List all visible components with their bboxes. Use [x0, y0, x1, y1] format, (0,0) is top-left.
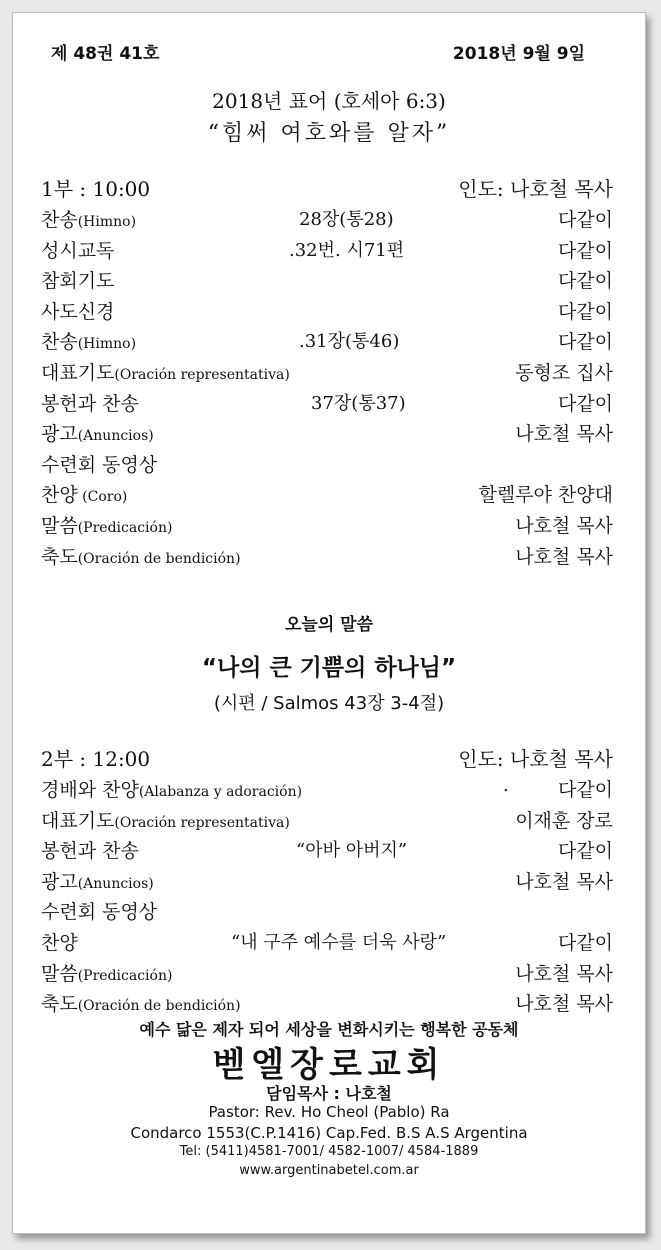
- senior-pastor-ko: 담임목사 : 나호철: [266, 1084, 392, 1103]
- order-item-korean: 광고: [41, 423, 78, 446]
- order-item-korean: 대표기도: [41, 362, 115, 384]
- order-item-leader: 다같이: [557, 932, 613, 954]
- sermon-label: 오늘의 말씀: [284, 615, 374, 635]
- order-item: [41, 236, 613, 266]
- order-item-korean: 대표기도: [41, 809, 115, 832]
- order-item-korean: 참회기도: [41, 270, 115, 293]
- order-item: [41, 989, 613, 1019]
- order-item-spanish: (Oración representativa): [114, 814, 290, 831]
- order-item-title: [41, 205, 136, 232]
- order-item-korean: 찬송: [41, 331, 78, 354]
- order-item-title: [41, 327, 136, 354]
- service1-title: 1부 : 10:00: [41, 177, 151, 201]
- sermon-reference: (시편 / Salmos 43장 3-4절): [213, 693, 445, 714]
- church-slogan: 예수 닮은 제자 되어 세상을 변화시키는 행복한 공동체: [139, 1020, 519, 1039]
- service2-title: 2부 : 12:00: [41, 747, 151, 771]
- sermon-title: “나의 큰 기쁨의 하나님”: [201, 655, 457, 681]
- order-item-detail: 28장(통28): [299, 209, 394, 230]
- order-item-title: [41, 989, 241, 1016]
- order-item-korean: 축도: [41, 993, 78, 1016]
- order-item-spanish: (Anuncios): [77, 428, 154, 445]
- order-item-leader: 나호철 목사: [515, 993, 613, 1016]
- order-item-title: [41, 358, 290, 385]
- church-website[interactable]: www.argentinabetel.com.ar: [239, 1163, 419, 1178]
- order-item-korean: 찬양: [41, 932, 78, 954]
- order-item-korean: 봉헌과 찬송: [41, 392, 139, 415]
- order-item-leader: 나호철 목사: [515, 515, 613, 537]
- order-item-spanish: (Oración de bendición): [77, 998, 241, 1015]
- order-item-leader: 다같이: [557, 270, 613, 293]
- service2-leader: 인도: 나호철 목사: [458, 747, 613, 771]
- order-item: [41, 959, 613, 989]
- order-item-korean: 찬양: [41, 484, 78, 507]
- order-item: [41, 511, 613, 541]
- order-item-korean: 축도: [41, 545, 78, 568]
- order-item-title: [41, 775, 302, 802]
- issue-number: 제 48권 41호: [51, 44, 160, 64]
- order-item-korean: 수련회 동영상: [41, 453, 158, 476]
- order-item-title: [41, 897, 157, 924]
- order-item-detail: “내 구주 예수를 더욱 사랑”: [231, 932, 447, 953]
- order-item-spanish: (Coro): [77, 489, 128, 506]
- order-item-title: [41, 236, 114, 263]
- order-item: [41, 358, 613, 388]
- order-item: [41, 867, 613, 897]
- order-item-title: [41, 389, 139, 416]
- order-item-leader: 이재훈 장로: [515, 809, 613, 832]
- order-item-korean: 광고: [41, 870, 78, 893]
- order-item-leader: 다같이: [557, 392, 613, 415]
- order-item-spanish: (Himno): [77, 214, 137, 230]
- order-item-korean: 찬송: [41, 209, 78, 231]
- order-item-korean: 수련회 동영상: [41, 901, 158, 924]
- order-item: [41, 327, 613, 357]
- order-item-leader: 다같이: [557, 209, 613, 231]
- order-item-title: [41, 806, 290, 833]
- church-phone: Tel: (5411)4581-7001/ 4582-1007/ 4584-1889: [179, 1144, 479, 1159]
- yearly-motto-quote: “힘써 여호와를 알자”: [207, 121, 451, 146]
- order-item-detail: “아바 아버지”: [296, 840, 408, 862]
- order-item-detail: .: [503, 775, 509, 796]
- order-item-title: [41, 511, 172, 538]
- order-item-spanish: (Oración representativa): [114, 367, 290, 383]
- order-item: [41, 897, 613, 927]
- order-item: [41, 389, 613, 419]
- order-item-title: [41, 480, 127, 507]
- order-item-title: [41, 419, 154, 446]
- order-item: [41, 806, 613, 836]
- order-item: [41, 928, 613, 958]
- order-item-title: [41, 928, 78, 955]
- order-item: [41, 480, 613, 510]
- order-item-title: [41, 266, 114, 293]
- senior-pastor-en: Pastor: Rev. Ho Cheol (Pablo) Ra: [208, 1103, 450, 1121]
- order-item-leader: 나호철 목사: [515, 870, 613, 893]
- order-item-spanish: (Predicación): [77, 967, 173, 984]
- order-item: [41, 542, 613, 572]
- order-item: [41, 450, 613, 480]
- service2-header: [41, 743, 613, 773]
- order-item-detail: .31장(통46): [299, 331, 400, 353]
- church-address: Condarco 1553(C.P.1416) Cap.Fed. B.S A.S Argentina: [130, 1124, 528, 1142]
- service1-leader: 인도: 나호철 목사: [458, 177, 613, 201]
- bulletin-date: 2018년 9월 9일: [452, 44, 585, 64]
- order-item: [41, 205, 613, 235]
- order-item-korean: 말씀: [41, 515, 78, 537]
- order-item-korean: 성시교독: [41, 239, 115, 262]
- order-item-detail: 37장(통37): [311, 392, 406, 414]
- order-item: [41, 775, 613, 805]
- order-item-title: [41, 297, 114, 324]
- order-item-leader: 다같이: [557, 840, 613, 863]
- order-item-title: [41, 867, 154, 894]
- order-item-title: [41, 542, 241, 569]
- order-item-leader: 할렐루야 찬양대: [478, 484, 613, 507]
- church-name: 벧엘장로교회: [212, 1045, 446, 1085]
- order-item-korean: 말씀: [41, 962, 78, 985]
- bulletin-page: [12, 12, 646, 1234]
- order-item-spanish: (Alabanza y adoración): [138, 784, 303, 800]
- order-item-korean: 사도신경: [41, 300, 115, 323]
- order-item: [41, 266, 613, 296]
- order-item: [41, 297, 613, 327]
- order-item-spanish: (Oración de bendición): [77, 550, 241, 567]
- order-item-title: [41, 450, 157, 477]
- yearly-motto-line: 2018년 표어 (호세아 6:3): [212, 89, 446, 113]
- order-item-leader: 나호철 목사: [515, 545, 613, 568]
- order-item-leader: 다같이: [557, 300, 613, 323]
- service1-header: [41, 173, 613, 203]
- order-item-spanish: (Predicación): [77, 520, 173, 536]
- order-item-detail: .32번. 시71편: [289, 239, 405, 261]
- order-item-korean: 봉헌과 찬송: [41, 840, 139, 863]
- order-item: [41, 836, 613, 866]
- order-item-spanish: (Anuncios): [77, 875, 154, 892]
- order-item-leader: 동형조 집사: [515, 362, 613, 384]
- order-item-leader: 나호철 목사: [515, 962, 613, 985]
- order-item-korean: 경배와 찬양: [41, 779, 139, 801]
- order-item-title: [41, 836, 139, 863]
- order-item: [41, 419, 613, 449]
- order-item-leader: 다같이: [557, 331, 613, 354]
- order-item-leader: 다같이: [557, 779, 613, 801]
- order-item-title: [41, 959, 172, 986]
- order-item-leader: 다같이: [557, 239, 613, 262]
- order-item-leader: 나호철 목사: [515, 423, 613, 446]
- order-item-spanish: (Himno): [77, 336, 137, 353]
